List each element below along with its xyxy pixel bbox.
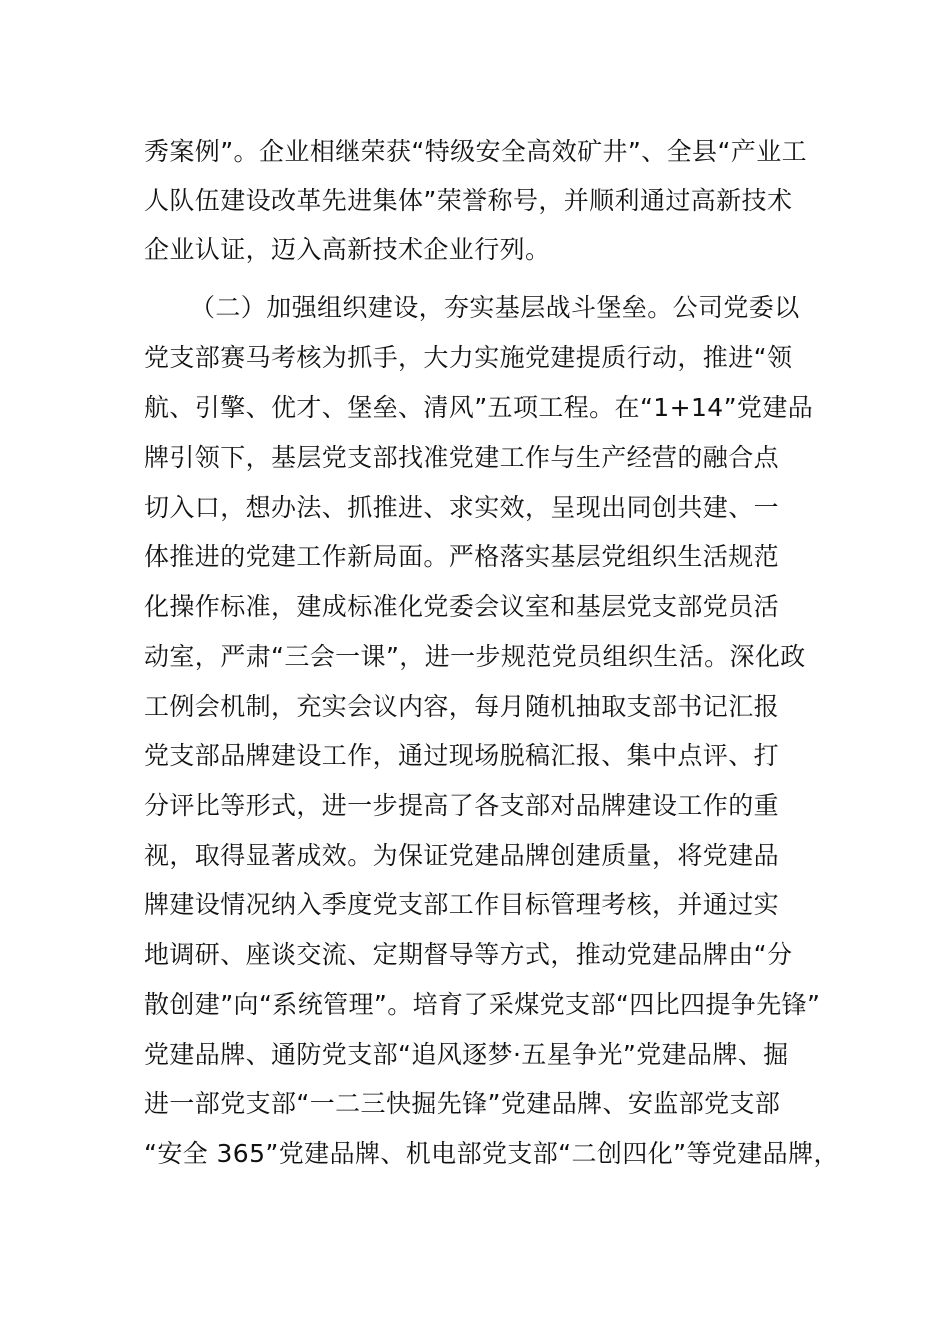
text-line: 牌建设情况纳入季度党支部工作目标管理考核，并通过实 (144, 890, 780, 919)
text-line: “安全 365”党建品牌、机电部党支部“二创四化”等党建品牌， (144, 1139, 839, 1168)
text-line: 工例会机制，充实会议内容，每月随机抽取支部书记汇报 (144, 692, 780, 721)
text-line: 散创建”向“系统管理”。培育了采煤党支部“四比四提争先锋” (144, 990, 821, 1019)
text-line: 切入口，想办法、抓推进、求实效，呈现出同创共建、一 (144, 493, 780, 522)
text-line: 企业认证，迈入高新技术企业行列。 (144, 235, 551, 264)
text-line: 航、引擎、优才、堡垒、清风”五项工程。在“1+14”党建品 (144, 393, 814, 422)
text-line: 党支部品牌建设工作，通过现场脱稿汇报、集中点评、打 (144, 741, 780, 770)
text-line: 视，取得显著成效。为保证党建品牌创建质量，将党建品 (144, 841, 780, 870)
text-line: 地调研、座谈交流、定期督导等方式，推动党建品牌由“分 (144, 940, 793, 969)
text-line: 化操作标准，建成标准化党委会议室和基层党支部党员活 (144, 592, 780, 621)
text-line: 体推进的党建工作新局面。严格落实基层党组织生活规范 (144, 542, 780, 571)
text-line: 人队伍建设改革先进集体”荣誉称号，并顺利通过高新技术 (144, 186, 793, 215)
text-line: 动室，严肃“三会一课”，进一步规范党员组织生活。深化政 (144, 642, 806, 671)
text-line: 党支部赛马考核为抓手，大力实施党建提质行动，推进“领 (144, 343, 793, 372)
text-line: 秀案例”。企业相继荣获“特级安全高效矿井”、全县“产业工 (144, 137, 808, 166)
text-line: 进一部党支部“一二三快掘先锋”党建品牌、安监部党支部 (144, 1089, 781, 1118)
text-line: 牌引领下，基层党支部找准党建工作与生产经营的融合点 (144, 443, 780, 472)
text-line: 党建品牌、通防党支部“追风逐梦·五星争光”党建品牌、掘 (144, 1040, 789, 1069)
text-line: 分评比等形式，进一步提高了各支部对品牌建设工作的重 (144, 791, 780, 820)
paragraph-heading-line: （二）加强组织建设，夯实基层战斗堡垒。公司党委以 (190, 293, 800, 322)
